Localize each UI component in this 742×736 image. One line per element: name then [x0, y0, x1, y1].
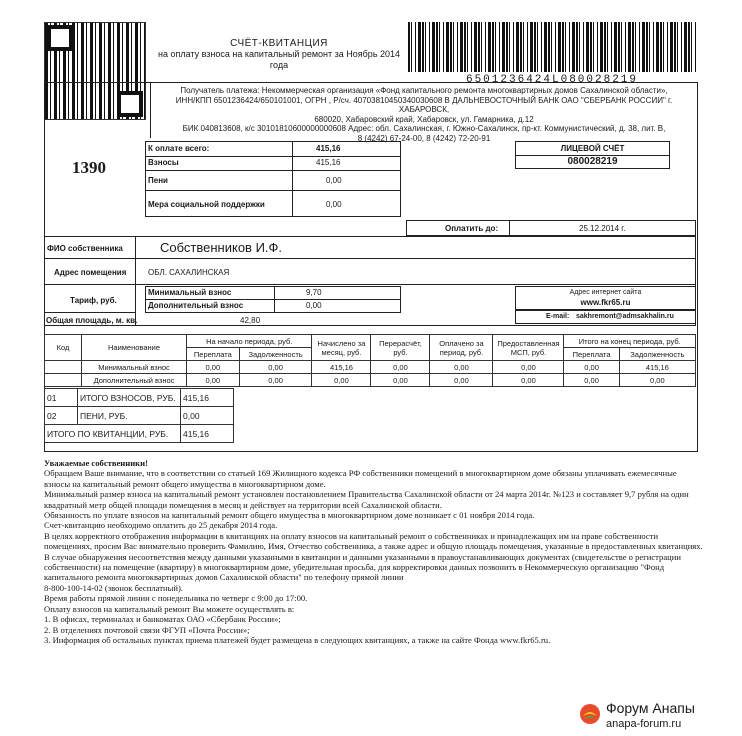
cell: 0,00	[564, 361, 619, 374]
totals-block	[44, 388, 234, 450]
email-label: E-mail:	[546, 313, 570, 320]
col-code: Код	[45, 335, 82, 361]
document-title	[150, 38, 408, 71]
col-accrued: Начислено за месяц, руб.	[312, 335, 371, 361]
watermark-url: anapa-forum.ru	[606, 718, 682, 730]
payee-info	[152, 86, 696, 144]
account-number: 080028219	[567, 156, 618, 167]
notice-paragraph: 1. В офисах, терминалах и банкоматах ОАО «Сбербанк России»;	[44, 614, 281, 625]
area-value: 42,80	[240, 316, 261, 325]
cell: 0,00	[430, 361, 493, 374]
cell: 0,00	[619, 374, 695, 387]
notice-paragraph: Счет-квитанцию необходимо оплатить до 25 декабря 2014 года.	[44, 520, 278, 531]
total-contrib-value: 415,16	[181, 389, 234, 407]
payee-line: Получатель платежа: Некоммерческая организация «Фонд капитального ремонта многоквартирных домов Сахалинской области»,	[180, 86, 668, 95]
payee-line: 680020, Хабаровский край, Хабаровск, ул. Гамарника, д.12	[314, 114, 534, 124]
notice-paragraph: В целях корректного отображения информации в квитанциях на оплату взносов на капитальный ремонт о собственниках и принадлежащих им на праве собственности помещениях, просим Вас внимательно проверить Фамилию, Имя, Отчество собственника, а также адрес и общую площадь помещения, указанные в предоставленных квитанциях. В случае обнаружения несоответствия между данными указанными в квитанции и данными указанными в правоустанавливающих документах (свидетельстве о регистрации собственности) на помещение (квартиру) в многоквартирном доме, убедительная просьба, для корректировки данных позвонить в Некоммерческую организацию "Фонд капитального ремонта многоквартирных домов Сахалинской области" по телефону прямой линии	[44, 530, 703, 583]
col-start-debt: Задолженность	[239, 348, 312, 361]
email-box	[515, 310, 696, 324]
col-name: Наименование	[82, 335, 187, 361]
cell: 0,00	[493, 361, 564, 374]
cell: 0,00	[239, 361, 312, 374]
row-name: Дополнительный взнос	[82, 374, 187, 387]
cell: 0,00	[430, 374, 493, 387]
notice-paragraph: 8-800-100-14-02 (звонок бесплатный).	[44, 582, 183, 593]
watermark-title: Форум Анапы	[606, 700, 695, 716]
col-start-over: Переплата	[187, 348, 240, 361]
tariff-table	[145, 286, 401, 313]
area-label: Общая площадь, м. кв.	[46, 316, 138, 325]
cell: 0,00	[187, 374, 240, 387]
notice-paragraph: Время работы прямой линии с понедельника по четверг с 9:00 до 17:00.	[44, 593, 308, 604]
penalty-label: Пени	[148, 176, 168, 185]
cell: 0,00	[371, 374, 430, 387]
fio-value: Собственников И.Ф.	[160, 240, 283, 255]
title-main: СЧЁТ-КВИТАНЦИЯ	[230, 38, 328, 49]
cell: 0,00	[564, 374, 619, 387]
col-msp: Предоставленная МСП, руб.	[493, 335, 564, 361]
cell: 0,00	[371, 361, 430, 374]
barcode-number: 6501236424L080028219	[465, 74, 639, 86]
cell: 0,00	[187, 361, 240, 374]
payee-line: 8 (4242) 67-24-00, 8 (4242) 72-20-91	[357, 133, 491, 143]
penalty-value: 0,00	[326, 176, 342, 185]
barcode	[408, 22, 696, 72]
extra-contrib-value: 0,00	[306, 301, 322, 310]
notice-paragraph: Обращаем Ваше внимание, что в соответствии со статьей 169 Жилищного кодекса РФ собственники помещений в многоквартирном доме обязаны уплачивать ежемесячные взносы на капитальный ремонт общего имущества в многоквартирном доме.	[44, 468, 677, 489]
cell: 0,00	[239, 374, 312, 387]
address-value: ОБЛ. САХАЛИНСКАЯ	[148, 268, 230, 277]
support-value: 0,00	[326, 200, 342, 209]
site-url[interactable]: www.fkr65.ru	[580, 298, 631, 307]
col-paid: Оплачено за период, руб.	[430, 335, 493, 361]
summary-table	[145, 141, 401, 217]
payee-line: ИНН/КПП 6501236424/650101001, ОГРН , Р/сч. 40703810450340030608 В ДАЛЬНЕВОСТОЧНЫЙ БАНК ОАО "СБЕРБАНК РОССИИ" г. ХАБАРОВСК,	[175, 95, 673, 115]
cell: 0,00	[493, 374, 564, 387]
contrib-label: Взносы	[148, 158, 179, 167]
summary-number: 1390	[72, 158, 106, 177]
total-code: 02	[45, 407, 78, 425]
notice-text	[44, 458, 704, 645]
table-row	[45, 361, 696, 374]
site-label: Адрес интернет сайта	[569, 289, 642, 296]
forum-logo-icon	[578, 702, 602, 726]
tariff-label: Тариф, руб.	[70, 296, 117, 305]
site-box	[515, 286, 696, 310]
address-label: Адрес помещения	[54, 268, 127, 277]
min-contrib-value: 9,70	[306, 288, 322, 297]
notice-heading: Уважаемые собственники!	[44, 458, 148, 468]
notice-paragraph: Оплату взносов на капитальный ремонт Вы можете осуществлять в:	[44, 603, 295, 614]
cell: 415,16	[619, 361, 695, 374]
fio-label: ФИО собственника	[47, 244, 123, 253]
pay-by-date: 25.12.2014 г.	[579, 224, 626, 233]
grand-total-value: 415,16	[181, 425, 234, 443]
email-value[interactable]: sakhremont@admsakhalin.ru	[576, 313, 674, 320]
pay-by-row	[406, 220, 696, 236]
col-end-over: Переплата	[564, 348, 619, 361]
account-label: ЛИЦЕВОЙ СЧЁТ	[516, 144, 669, 156]
support-label: Мера социальной поддержки	[148, 200, 265, 209]
contrib-value: 415,16	[316, 158, 341, 167]
table-row	[45, 374, 696, 387]
col-start: На начало периода, руб.	[187, 335, 312, 348]
charges-table	[44, 334, 696, 387]
notice-paragraph: 3. Информация об остальных пунктах приема платежей будет размещена в следующих квитанциях, а также на сайте Фонда www.fkr65.ru.	[44, 634, 551, 645]
min-contrib-label: Минимальный взнос	[148, 288, 232, 297]
account-box	[515, 141, 670, 169]
payee-line: БИК 040813608, к/с 30101810600000000608 Адрес: обл. Сахалинская, г. Южно-Сахалинск, пр-кт. Коммунистический, д. 38, лит. В,	[182, 124, 666, 134]
grand-total-label: ИТОГО ПО КВИТАНЦИИ, РУБ.	[45, 425, 181, 443]
extra-contrib-label: Дополнительный взнос	[148, 301, 244, 310]
cell: 0,00	[312, 374, 371, 387]
total-label: К оплате всего:	[148, 144, 210, 153]
total-value: 415,16	[316, 144, 341, 153]
total-contrib-label: ИТОГО ВЗНОСОВ, РУБ.	[78, 389, 181, 407]
notice-paragraph: 2. В отделениях почтовой связи ФГУП «Почта России»;	[44, 624, 250, 635]
total-code: 01	[45, 389, 78, 407]
col-end-debt: Задолженность	[619, 348, 695, 361]
title-sub: на оплату взноса на капитальный ремонт за Ноябрь 2014 года	[157, 49, 401, 70]
notice-paragraph: Минимальный размер взноса на капитальный ремонт установлен постановлением Правительства Сахалинской области от 24 марта 2014г. №123 и составляет 9,7 рубля на один квадратный метр общей площади помещения в месяц и действует на территории всей Сахалинской области.	[44, 489, 689, 510]
total-penalty-value: 0,00	[181, 407, 234, 425]
row-name: Минимальный взнос	[82, 361, 187, 374]
col-recalc: Перерасчёт, руб.	[371, 335, 430, 361]
cell: 415,16	[312, 361, 371, 374]
pay-by-label: Оплатить до:	[445, 224, 499, 233]
col-end: Итого на конец периода, руб.	[564, 335, 696, 348]
notice-paragraph: Обязанность по уплате взносов на капитальный ремонт общего имущества в многоквартирном доме возникает с 01 ноября 2014 года.	[44, 510, 535, 521]
total-penalty-label: ПЕНИ, РУБ.	[78, 407, 181, 425]
